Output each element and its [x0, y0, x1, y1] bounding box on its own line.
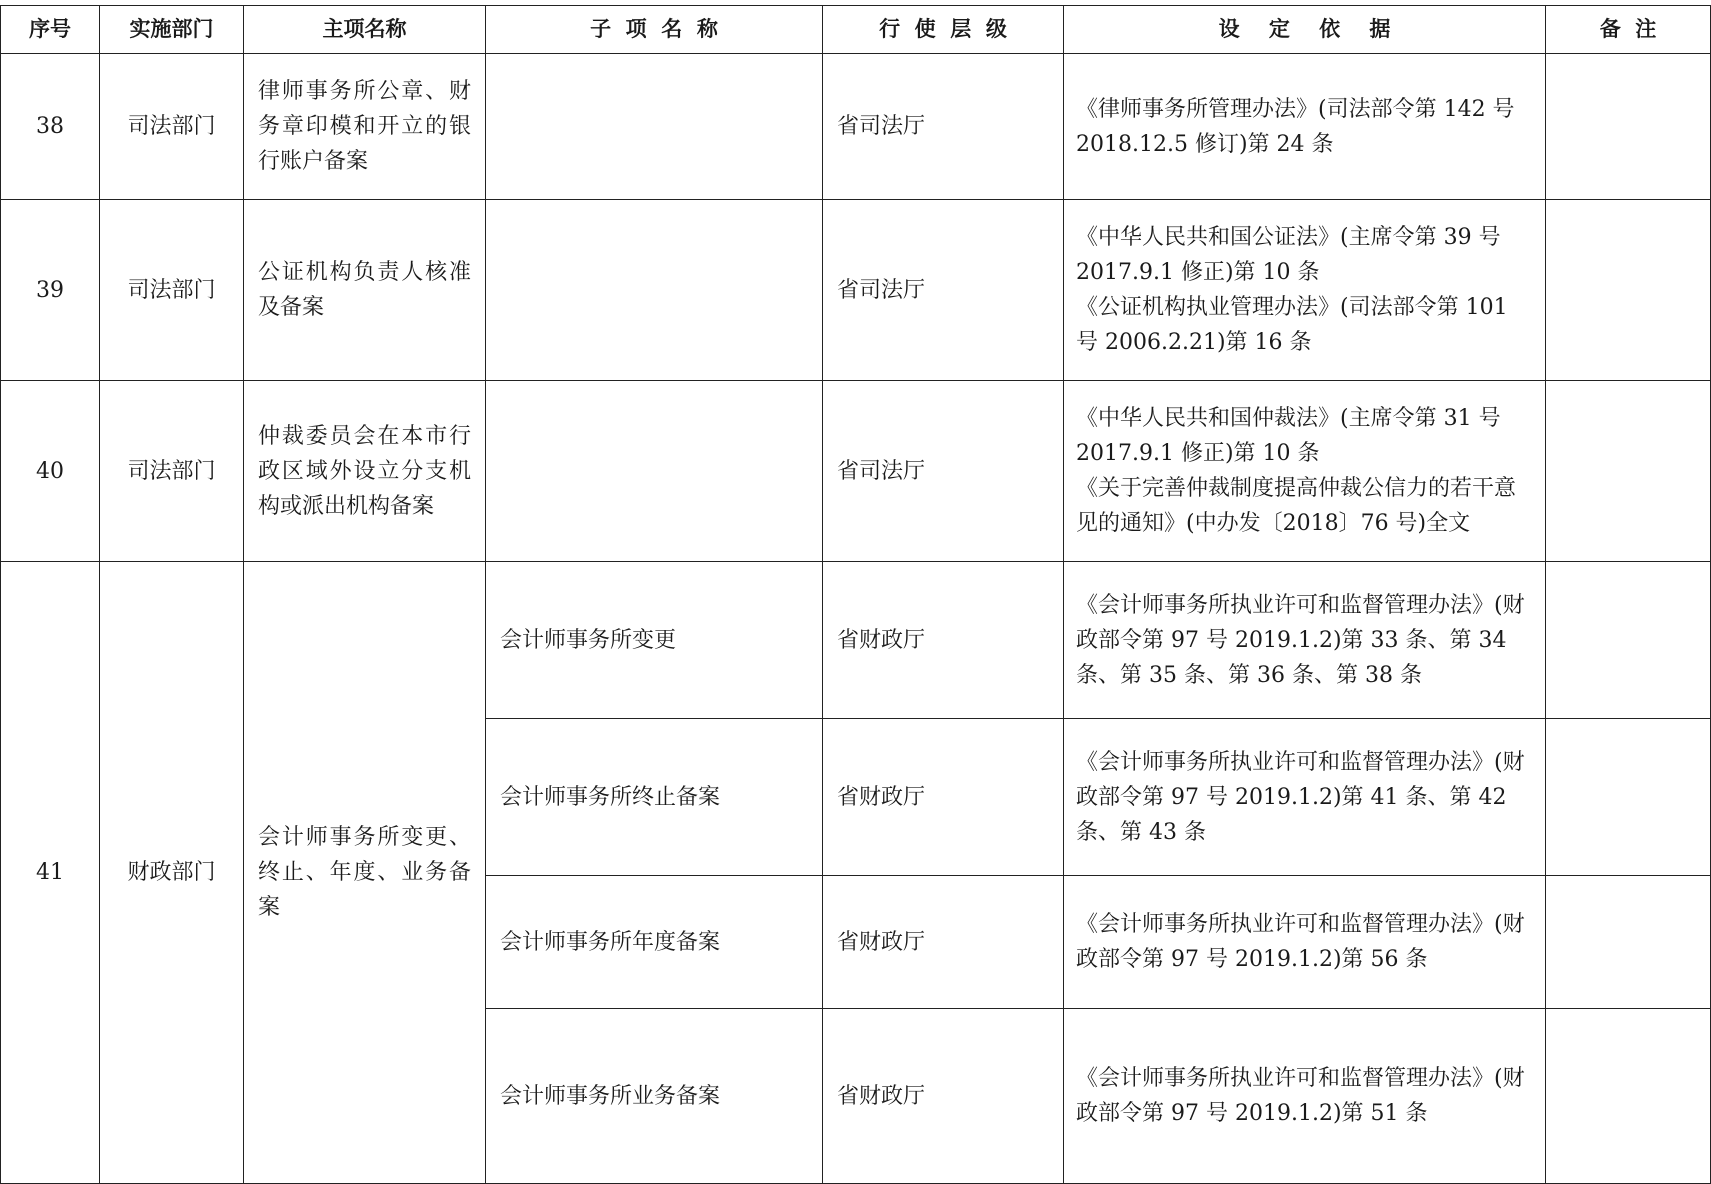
row-note: [1546, 719, 1711, 876]
table-row: [1, 200, 1711, 381]
row-level: 省司法厅: [823, 54, 1064, 200]
row-no: 38: [1, 54, 100, 200]
basis-line: 《律师事务所管理办法》(司法部令第 142 号 2018.12.5 修订)第 24 条: [1076, 96, 1515, 157]
row-sub-item: [486, 200, 823, 381]
row-note: [1546, 876, 1711, 1009]
table-row: [1, 381, 1711, 562]
row-note: [1546, 562, 1711, 719]
header-level: 行 使 层 级: [823, 6, 1064, 54]
row-sub-item: [486, 381, 823, 562]
row-level: 省财政厅: [823, 719, 1064, 876]
header-main-item: 主项名称: [244, 6, 486, 54]
table-row: [1, 54, 1711, 200]
basis-line: 《关于完善仲裁制度提高仲裁公信力的若干意见的通知》(中办发〔2018〕76 号)全文: [1076, 476, 1517, 536]
row-level: 省财政厅: [823, 562, 1064, 719]
row-dept: 司法部门: [100, 54, 244, 200]
row-level: 省司法厅: [823, 200, 1064, 381]
row-basis: [1064, 381, 1546, 562]
header-dept: 实施部门: [100, 6, 244, 54]
header-basis: 设 定 依 据: [1064, 6, 1546, 54]
row-basis: 《会计师事务所执业许可和监督管理办法》(财政部令第 97 号 2019.1.2)第 56 条: [1064, 876, 1546, 1009]
row-basis: 《会计师事务所执业许可和监督管理办法》(财政部令第 97 号 2019.1.2)第 33 条、第 34 条、第 35 条、第 36 条、第 38 条: [1064, 562, 1546, 719]
row-sub-item: 会计师事务所终止备案: [486, 719, 823, 876]
row-main-item: 公证机构负责人核准及备案: [244, 200, 486, 381]
row-basis: 《会计师事务所执业许可和监督管理办法》(财政部令第 97 号 2019.1.2)第 51 条: [1064, 1009, 1546, 1184]
table-row: [1, 562, 1711, 719]
header-no: 序号: [1, 6, 100, 54]
row-note: [1546, 200, 1711, 381]
row-basis: [1064, 200, 1546, 381]
row-dept: 财政部门: [100, 562, 244, 1184]
row-sub-item: 会计师事务所业务备案: [486, 1009, 823, 1184]
basis-line: 《公证机构执业管理办法》(司法部令第 101 号 2006.2.21)第 16 条: [1076, 295, 1508, 355]
row-basis: [1064, 54, 1546, 200]
row-level: 省司法厅: [823, 381, 1064, 562]
row-no: 41: [1, 562, 100, 1184]
row-level: 省财政厅: [823, 1009, 1064, 1184]
table-header-row: [1, 6, 1711, 54]
row-sub-item: [486, 54, 823, 200]
filing-items-table: [0, 5, 1711, 1184]
row-sub-item: 会计师事务所变更: [486, 562, 823, 719]
row-level: 省财政厅: [823, 876, 1064, 1009]
row-no: 40: [1, 381, 100, 562]
row-note: [1546, 54, 1711, 200]
header-note: 备 注: [1546, 6, 1711, 54]
row-sub-item: 会计师事务所年度备案: [486, 876, 823, 1009]
row-main-item: 会计师事务所变更、终止、年度、业务备案: [244, 562, 486, 1184]
row-main-item: 仲裁委员会在本市行政区域外设立分支机构或派出机构备案: [244, 381, 486, 562]
row-basis: 《会计师事务所执业许可和监督管理办法》(财政部令第 97 号 2019.1.2)第 41 条、第 42 条、第 43 条: [1064, 719, 1546, 876]
row-dept: 司法部门: [100, 200, 244, 381]
row-note: [1546, 381, 1711, 562]
basis-line: 《中华人民共和国仲裁法》(主席令第 31 号 2017.9.1 修正)第 10 条: [1076, 406, 1501, 466]
row-note: [1546, 1009, 1711, 1184]
row-no: 39: [1, 200, 100, 381]
header-sub-item: 子 项 名 称: [486, 6, 823, 54]
basis-line: 《中华人民共和国公证法》(主席令第 39 号 2017.9.1 修正)第 10 条: [1076, 225, 1501, 285]
document-table-wrapper: [0, 5, 1711, 1184]
row-dept: 司法部门: [100, 381, 244, 562]
row-main-item: 律师事务所公章、财务章印模和开立的银行账户备案: [244, 54, 486, 200]
